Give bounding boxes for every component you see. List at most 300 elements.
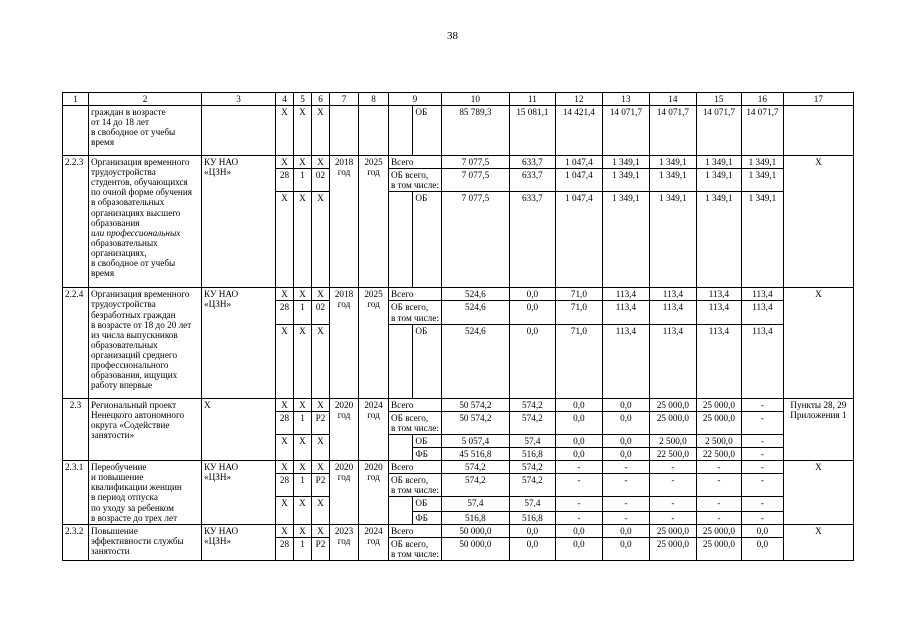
column-number-row <box>63 93 854 106</box>
event-name-line: или профессиональных <box>91 227 181 238</box>
code-cell: Х <box>312 324 330 398</box>
event-name-line: Переобучение <box>91 462 147 473</box>
year-unit: год <box>337 167 351 178</box>
source-line: в том числе: <box>391 548 439 559</box>
header-cell: 13 <box>602 93 649 106</box>
value-cell: 524,6 <box>441 324 509 398</box>
value-cell: 45 516,8 <box>441 448 509 461</box>
value-cell: - <box>602 511 649 524</box>
code-cell: Р2 <box>312 411 330 434</box>
header-cell: 17 <box>783 93 853 106</box>
value-cell: 516,8 <box>509 448 555 461</box>
value-cell: 2 500,0 <box>696 434 741 447</box>
value-cell: - <box>741 448 783 461</box>
value-cell: 1 349,1 <box>696 192 741 288</box>
code-cell: 1 <box>294 411 312 434</box>
value-cell: 633,7 <box>509 156 555 169</box>
source-cell <box>389 474 442 497</box>
code-cell: Х <box>312 461 330 474</box>
value-cell: 1 047,4 <box>555 156 602 169</box>
value-cell: 25 000,0 <box>649 537 696 560</box>
code-cell: Р2 <box>312 537 330 560</box>
value-cell: - <box>555 497 602 511</box>
value-cell: 0,0 <box>602 448 649 461</box>
code-cell: Х <box>312 156 330 169</box>
header-cell: 8 <box>359 93 389 106</box>
code-cell: Х <box>294 156 312 169</box>
code-cell: 28 <box>276 537 294 560</box>
blank-cell <box>389 434 413 460</box>
event-name-line: организациях, <box>91 247 147 258</box>
note-cell: Х <box>783 288 853 398</box>
code-cell: Х <box>276 497 294 524</box>
note-line: Пункты 28, 29 <box>790 399 847 410</box>
source-line: в том числе: <box>391 312 439 323</box>
event-name-line: в возрасте от 18 до 20 лет <box>91 319 192 330</box>
code-cell: 02 <box>312 169 330 192</box>
code-cell: 28 <box>276 474 294 497</box>
year-value: 2024 <box>364 525 383 536</box>
table-row-2-3 <box>63 398 854 411</box>
start-year-cell <box>330 524 359 560</box>
value-cell: 25 000,0 <box>696 411 741 434</box>
end-year-cell <box>359 398 389 460</box>
executor-line: КУ НАО <box>204 525 239 536</box>
year-value: 2020 <box>334 399 354 410</box>
value-cell: 0,0 <box>509 524 555 537</box>
value-cell: 113,4 <box>602 288 649 301</box>
event-name-line: трудоустройства <box>91 299 156 310</box>
code-cell: 28 <box>276 169 294 192</box>
event-name-line: в свободное от учебы <box>91 258 176 269</box>
value-cell: 0,0 <box>555 524 602 537</box>
source-cell <box>389 537 442 560</box>
value-cell: 5 057,4 <box>441 434 509 447</box>
value-cell: 25 000,0 <box>696 524 741 537</box>
value-cell: 1 349,1 <box>649 169 696 192</box>
source-cell: ОБ <box>413 434 441 447</box>
value-cell: 7 077,5 <box>441 156 509 169</box>
header-cell: 2 <box>89 93 202 106</box>
source-cell: Всего <box>389 156 442 169</box>
value-cell: 0,0 <box>602 398 649 411</box>
code-cell: Х <box>294 398 312 411</box>
value-cell: 1 349,1 <box>741 192 783 288</box>
value-cell: 1 349,1 <box>696 156 741 169</box>
header-cell: 11 <box>509 93 555 106</box>
item-number-cell: 2.2.4 <box>63 288 89 398</box>
start-year-cell <box>330 106 359 156</box>
event-name-line: организаций среднего <box>91 349 178 360</box>
value-cell: 113,4 <box>696 324 741 398</box>
code-cell: Х <box>294 192 312 288</box>
table-row-2-2-4 <box>63 288 854 301</box>
value-cell: 113,4 <box>602 301 649 324</box>
executor-cell <box>202 461 276 525</box>
value-cell: 85 789,3 <box>441 106 509 156</box>
event-name-line: граждан в возрасте <box>91 107 166 118</box>
source-line: ОБ всего, <box>391 475 429 486</box>
value-cell: 50 000,0 <box>441 524 509 537</box>
value-cell: 633,7 <box>509 169 555 192</box>
item-number-cell <box>63 106 89 156</box>
program-financing-table <box>62 92 854 561</box>
value-cell: 50 574,2 <box>441 411 509 434</box>
source-cell: ОБ <box>413 192 441 288</box>
note-cell: Х <box>783 461 853 525</box>
event-name-cell <box>89 461 202 525</box>
value-cell: - <box>696 461 741 474</box>
code-cell: Р2 <box>312 474 330 497</box>
source-line: ОБ всего, <box>391 412 429 423</box>
source-cell <box>389 411 442 434</box>
value-cell: - <box>602 474 649 497</box>
start-year-cell <box>330 156 359 288</box>
value-cell: - <box>696 511 741 524</box>
value-cell: 1 349,1 <box>649 156 696 169</box>
value-cell: 516,8 <box>509 511 555 524</box>
event-name-line: из числа выпускников <box>91 329 178 340</box>
start-year-cell <box>330 398 359 460</box>
start-year-cell <box>330 461 359 525</box>
event-name-line: образовательных <box>91 339 158 350</box>
value-cell: 25 000,0 <box>649 411 696 434</box>
value-cell: 71,0 <box>555 301 602 324</box>
value-cell: 25 000,0 <box>649 524 696 537</box>
executor-line: «ЦЗН» <box>204 167 232 178</box>
year-value: 2020 <box>364 462 383 473</box>
event-name-line: по уходу за ребенком <box>91 502 174 513</box>
value-cell: 25 000,0 <box>649 398 696 411</box>
source-line: ОБ всего, <box>391 538 429 549</box>
value-cell: 113,4 <box>696 288 741 301</box>
executor-cell: Х <box>202 398 276 460</box>
value-cell: 2 500,0 <box>649 434 696 447</box>
year-value: 2024 <box>364 399 383 410</box>
value-cell: - <box>741 398 783 411</box>
code-cell: Х <box>276 398 294 411</box>
value-cell: 524,6 <box>441 288 509 301</box>
source-cell <box>389 169 442 192</box>
value-cell: 25 000,0 <box>696 537 741 560</box>
event-name-line: занятости» <box>91 429 135 440</box>
value-cell: 1 349,1 <box>696 169 741 192</box>
year-unit: год <box>337 299 351 310</box>
executor-line: «ЦЗН» <box>204 472 232 483</box>
year-unit: год <box>337 535 351 546</box>
source-cell: ФБ <box>413 511 441 524</box>
event-name-line: по очной форме обучения <box>91 187 192 198</box>
value-cell: 14 071,7 <box>741 106 783 156</box>
event-name-cell <box>89 288 202 398</box>
value-cell: 113,4 <box>696 301 741 324</box>
end-year-cell <box>359 461 389 525</box>
value-cell: 14 071,7 <box>649 106 696 156</box>
year-unit: год <box>367 167 380 178</box>
blank-cell <box>389 324 413 398</box>
value-cell: 113,4 <box>741 288 783 301</box>
event-name-line: и повышение <box>91 472 144 483</box>
value-cell: 0,0 <box>602 411 649 434</box>
event-name-line: от 14 до 18 лет <box>91 117 149 128</box>
header-cell: 1 <box>63 93 89 106</box>
value-cell: - <box>649 497 696 511</box>
value-cell: 7 077,5 <box>441 192 509 288</box>
code-cell: Х <box>294 434 312 460</box>
value-cell: - <box>602 497 649 511</box>
source-line: ОБ всего, <box>391 170 429 181</box>
code-cell: Х <box>312 497 330 524</box>
value-cell: 0,0 <box>555 398 602 411</box>
code-cell: Х <box>276 434 294 460</box>
code-cell: Х <box>276 288 294 301</box>
code-cell: Х <box>276 461 294 474</box>
value-cell: 0,0 <box>509 537 555 560</box>
executor-cell <box>202 288 276 398</box>
value-cell: 0,0 <box>602 524 649 537</box>
code-cell: Х <box>294 461 312 474</box>
code-cell: 1 <box>294 169 312 192</box>
event-name-line: студентов, обучающихся <box>91 177 188 188</box>
source-cell <box>389 301 442 324</box>
header-cell: 9 <box>389 93 442 106</box>
table-row-continuation <box>63 106 854 156</box>
value-cell: 14 421,4 <box>555 106 602 156</box>
value-cell: 57,4 <box>509 497 555 511</box>
executor-line: «ЦЗН» <box>204 299 232 310</box>
event-name-line: в период отпуска <box>91 492 158 503</box>
end-year-cell <box>359 156 389 288</box>
year-unit: год <box>367 472 380 483</box>
source-line: в том числе: <box>391 485 439 496</box>
end-year-cell <box>359 288 389 398</box>
code-cell: Х <box>312 524 330 537</box>
year-unit: год <box>337 409 351 420</box>
value-cell: - <box>555 474 602 497</box>
value-cell: 0,0 <box>555 411 602 434</box>
header-cell: 15 <box>696 93 741 106</box>
year-unit: год <box>367 409 380 420</box>
event-name-line: эффективности службы <box>91 535 184 546</box>
value-cell: 25 000,0 <box>696 398 741 411</box>
value-cell: - <box>602 461 649 474</box>
code-cell: 1 <box>294 537 312 560</box>
value-cell: 0,0 <box>741 524 783 537</box>
event-name-line: образования <box>91 217 140 228</box>
value-cell: 71,0 <box>555 288 602 301</box>
event-name-line: образовательных <box>91 237 158 248</box>
executor-line: КУ НАО <box>204 462 239 473</box>
note-cell: Х <box>783 156 853 288</box>
event-name-line: Повышение <box>91 525 138 536</box>
header-cell: 7 <box>330 93 359 106</box>
source-cell: Всего <box>389 288 442 301</box>
value-cell: 574,2 <box>509 474 555 497</box>
code-cell: Х <box>312 288 330 301</box>
event-name-line: образования, ищущих <box>91 370 178 381</box>
value-cell: - <box>741 474 783 497</box>
year-value: 2025 <box>364 289 383 300</box>
blank-cell <box>389 106 413 156</box>
value-cell: 0,0 <box>555 434 602 447</box>
event-name-line: трудоустройства <box>91 167 156 178</box>
code-cell: Х <box>312 192 330 288</box>
value-cell: 1 349,1 <box>602 192 649 288</box>
event-name-line: Организация временного <box>91 289 190 300</box>
source-line: в том числе: <box>391 180 439 191</box>
item-number-cell: 2.3 <box>63 398 89 460</box>
value-cell: - <box>741 511 783 524</box>
value-cell: 0,0 <box>741 537 783 560</box>
year-value: 2020 <box>334 462 354 473</box>
item-number-cell: 2.3.1 <box>63 461 89 525</box>
table-row-2-2-3 <box>63 156 854 169</box>
source-line: в том числе: <box>391 422 439 433</box>
event-name-line: округа «Содействие <box>91 419 170 430</box>
value-cell: 14 071,7 <box>696 106 741 156</box>
value-cell: 113,4 <box>741 324 783 398</box>
value-cell: 1 047,4 <box>555 192 602 288</box>
code-cell: Х <box>312 434 330 460</box>
year-unit: год <box>337 472 351 483</box>
value-cell: - <box>696 497 741 511</box>
year-value: 2018 <box>334 157 354 168</box>
blank-cell <box>389 192 413 288</box>
header-cell: 5 <box>294 93 312 106</box>
end-year-cell <box>359 106 389 156</box>
event-name-line: безработных граждан <box>91 309 176 320</box>
value-cell: 113,4 <box>649 288 696 301</box>
value-cell: 0,0 <box>509 288 555 301</box>
event-name-line: занятости <box>91 545 130 556</box>
blank-cell <box>389 497 413 524</box>
value-cell: 22 500,0 <box>649 448 696 461</box>
executor-line: КУ НАО <box>204 157 239 168</box>
value-cell: 7 077,5 <box>441 169 509 192</box>
value-cell: 14 071,7 <box>602 106 649 156</box>
year-value: 2025 <box>364 157 383 168</box>
program-table-wrapper <box>62 92 854 561</box>
year-unit: год <box>367 299 380 310</box>
code-cell: Х <box>294 324 312 398</box>
value-cell: 113,4 <box>649 324 696 398</box>
value-cell: 50 574,2 <box>441 398 509 411</box>
event-name-cell <box>89 106 202 156</box>
event-name-line: организациях высшего <box>91 207 181 218</box>
event-name-line: время <box>91 268 115 279</box>
value-cell: 574,2 <box>509 461 555 474</box>
source-line: ОБ всего, <box>391 302 429 313</box>
code-cell: Х <box>294 524 312 537</box>
code-cell: Х <box>294 106 312 156</box>
value-cell: 0,0 <box>509 324 555 398</box>
code-cell: Х <box>276 156 294 169</box>
table-row-2-3-2 <box>63 524 854 537</box>
event-name-line: в свободное от учебы <box>91 127 176 138</box>
end-year-cell <box>359 524 389 560</box>
value-cell: 0,0 <box>602 537 649 560</box>
code-cell: Х <box>276 324 294 398</box>
value-cell: 113,4 <box>741 301 783 324</box>
code-cell: 02 <box>312 301 330 324</box>
executor-cell <box>202 156 276 288</box>
value-cell: 0,0 <box>555 537 602 560</box>
event-name-line: время <box>91 137 115 148</box>
value-cell: - <box>696 474 741 497</box>
value-cell: - <box>555 511 602 524</box>
value-cell: 1 349,1 <box>741 169 783 192</box>
event-name-line: Ненецкого автономного <box>91 409 185 420</box>
value-cell: 0,0 <box>602 434 649 447</box>
header-cell: 12 <box>555 93 602 106</box>
value-cell: 113,4 <box>649 301 696 324</box>
note-line: Приложения 1 <box>790 409 847 420</box>
code-cell: Х <box>294 497 312 524</box>
value-cell: - <box>649 461 696 474</box>
value-cell: - <box>649 474 696 497</box>
value-cell: - <box>741 461 783 474</box>
year-value: 2018 <box>334 289 354 300</box>
executor-cell <box>202 106 276 156</box>
header-cell: 14 <box>649 93 696 106</box>
event-name-line: профессионального <box>91 360 169 371</box>
year-value: 2023 <box>334 525 354 536</box>
value-cell: - <box>555 461 602 474</box>
value-cell: 1 349,1 <box>741 156 783 169</box>
header-cell: 6 <box>312 93 330 106</box>
event-name-line: работу впервые <box>91 380 153 391</box>
event-name-cell <box>89 524 202 560</box>
executor-cell <box>202 524 276 560</box>
value-cell: - <box>741 497 783 511</box>
value-cell: 524,6 <box>441 301 509 324</box>
note-cell <box>783 106 853 156</box>
note-cell: Х <box>783 524 853 560</box>
code-cell: 28 <box>276 411 294 434</box>
source-cell: ОБ <box>413 324 441 398</box>
note-cell <box>783 398 853 460</box>
start-year-cell <box>330 288 359 398</box>
header-cell: 3 <box>202 93 276 106</box>
source-cell: Всего <box>389 398 442 411</box>
value-cell: 516,8 <box>441 511 509 524</box>
item-number-cell: 2.3.2 <box>63 524 89 560</box>
value-cell: 0,0 <box>555 448 602 461</box>
value-cell: 71,0 <box>555 324 602 398</box>
value-cell: 113,4 <box>602 324 649 398</box>
code-cell: 1 <box>294 474 312 497</box>
value-cell: 574,2 <box>441 474 509 497</box>
header-cell: 4 <box>276 93 294 106</box>
value-cell: 574,2 <box>509 398 555 411</box>
value-cell: - <box>649 511 696 524</box>
code-cell: Х <box>294 288 312 301</box>
event-name-line: квалификации женщин <box>91 482 182 493</box>
page-number: 38 <box>447 30 458 42</box>
value-cell: - <box>741 434 783 447</box>
value-cell: 22 500,0 <box>696 448 741 461</box>
event-name-line: в возрасте до трех лет <box>91 512 178 523</box>
event-name-cell <box>89 398 202 460</box>
value-cell: 50 000,0 <box>441 537 509 560</box>
executor-line: КУ НАО <box>204 289 239 300</box>
event-name-cell <box>89 156 202 288</box>
header-cell: 10 <box>441 93 509 106</box>
source-cell: Всего <box>389 461 442 474</box>
table-row-2-3-1 <box>63 461 854 474</box>
header-cell: 16 <box>741 93 783 106</box>
value-cell: 57,4 <box>509 434 555 447</box>
